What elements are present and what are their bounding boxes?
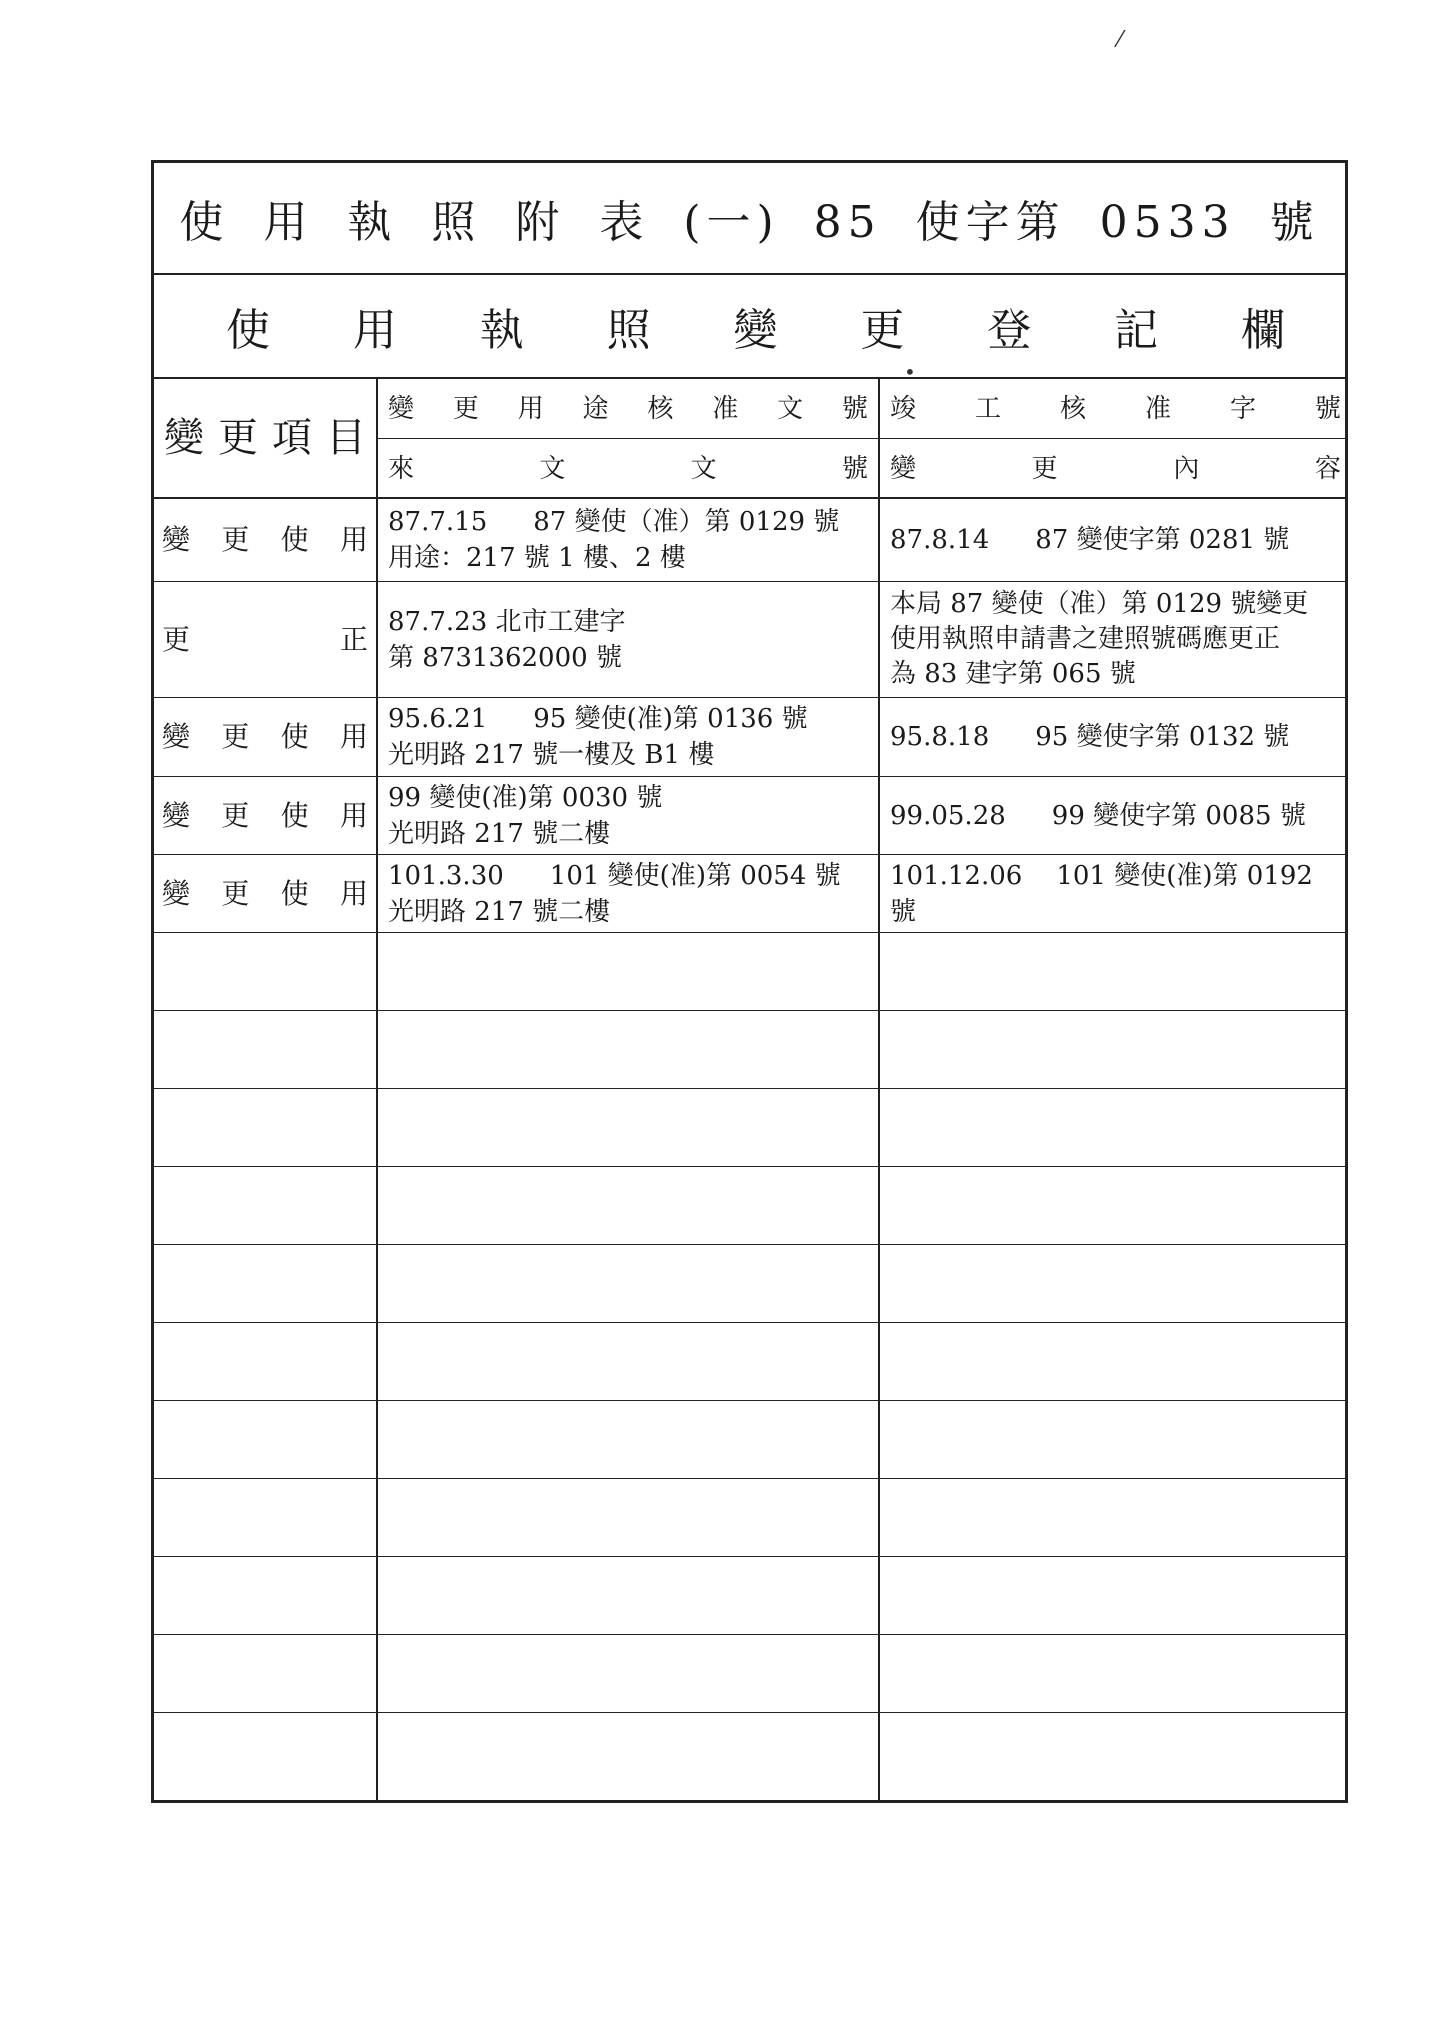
approval-date: 95.6.21 bbox=[388, 704, 488, 734]
header-char: 文 bbox=[690, 453, 717, 484]
row-divider bbox=[154, 1244, 1345, 1245]
header-char: 目 bbox=[326, 415, 366, 461]
item-char: 使 bbox=[280, 876, 309, 910]
table-row-approval bbox=[378, 855, 878, 932]
section-title-char: 用 bbox=[352, 305, 397, 356]
header-char: 容 bbox=[1314, 453, 1341, 484]
ink-dot-mark: • bbox=[904, 360, 916, 384]
header-char: 更 bbox=[452, 393, 479, 424]
row-divider bbox=[154, 1556, 1345, 1557]
approval-note: 光明路 217 號一樓及 B1 樓 bbox=[388, 740, 715, 770]
scan-mark: ⁄ bbox=[1118, 28, 1122, 53]
approval-number: 101 變使(准)第 0054 號 bbox=[549, 860, 841, 891]
header-char: 准 bbox=[712, 393, 739, 424]
header-char: 變 bbox=[388, 393, 415, 424]
table-row-approval bbox=[378, 698, 878, 776]
table-row-item bbox=[154, 582, 376, 697]
approval-date: 87.7.15 bbox=[388, 506, 488, 537]
section-title-char: 欄 bbox=[1241, 305, 1285, 356]
completion-number: 101 變使(准)第 0192 號 bbox=[890, 860, 1313, 927]
header-char: 更 bbox=[1031, 453, 1058, 484]
header-char: 號 bbox=[1314, 393, 1341, 424]
item-char: 使 bbox=[280, 798, 309, 832]
header-char: 變 bbox=[164, 415, 204, 461]
completion-date: 95.8.18 bbox=[890, 722, 990, 752]
completion-number: 99 變使字第 0085 號 bbox=[1051, 800, 1306, 831]
change-content-line: 使用執照申請書之建照號碼應更正 bbox=[890, 624, 1281, 654]
header-char: 號 bbox=[841, 393, 868, 424]
row-divider bbox=[154, 1166, 1345, 1167]
approval-note: 光明路 217 號二樓 bbox=[388, 896, 611, 927]
header-char: 來 bbox=[388, 453, 415, 484]
row-divider bbox=[154, 932, 1345, 933]
item-char: 變 bbox=[162, 522, 191, 556]
section-title-char: 更 bbox=[860, 305, 905, 356]
table-row-completion bbox=[880, 777, 1351, 854]
item-char: 更 bbox=[162, 622, 191, 656]
header-char: 准 bbox=[1144, 393, 1171, 424]
table-row-completion bbox=[880, 498, 1351, 581]
item-char: 用 bbox=[339, 876, 368, 910]
section-title-char: 變 bbox=[733, 305, 778, 356]
header-char: 工 bbox=[974, 393, 1001, 424]
header-char: 內 bbox=[1173, 453, 1200, 484]
change-content-line: 本局 87 變使（准）第 0129 號變更 bbox=[890, 589, 1309, 619]
item-char: 更 bbox=[221, 720, 250, 753]
section-title-char: 使 bbox=[226, 305, 270, 356]
header-change-item bbox=[154, 379, 376, 497]
section-title-char: 登 bbox=[987, 305, 1032, 356]
header-char: 號 bbox=[841, 453, 868, 484]
row-divider bbox=[154, 1634, 1345, 1635]
approval-date: 101.3.30 bbox=[388, 860, 504, 891]
section-title-char: 執 bbox=[479, 305, 524, 356]
item-char: 更 bbox=[221, 876, 250, 910]
row-divider bbox=[154, 1088, 1345, 1089]
item-char: 用 bbox=[339, 522, 368, 556]
approval-note: 光明路 217 號二樓 bbox=[388, 818, 611, 849]
header-change-content bbox=[880, 439, 1351, 498]
item-char: 使 bbox=[280, 720, 309, 753]
row-divider bbox=[154, 1478, 1345, 1479]
header-approval-number bbox=[378, 379, 878, 438]
header-char: 更 bbox=[218, 415, 258, 461]
section-title-char: 照 bbox=[606, 305, 651, 356]
item-char: 用 bbox=[339, 798, 368, 832]
section-title-char: 記 bbox=[1114, 305, 1159, 356]
header-char: 文 bbox=[777, 393, 804, 424]
document-title-text: 使 用 執 照 附 表 (一) 85 使字第 0533 號 bbox=[179, 197, 1320, 248]
item-char: 使 bbox=[280, 522, 309, 556]
item-char: 變 bbox=[162, 798, 191, 832]
approval-number: 95 變使(准)第 0136 號 bbox=[533, 704, 808, 734]
table-row-item bbox=[154, 698, 376, 776]
table-row-completion bbox=[880, 855, 1351, 932]
completion-date: 101.12.06 bbox=[890, 860, 1023, 891]
header-char: 途 bbox=[582, 393, 609, 424]
header-char: 竣 bbox=[890, 393, 917, 424]
approval-number: 87.7.23 北市工建字 bbox=[388, 606, 626, 637]
table-row-approval bbox=[378, 498, 878, 581]
approval-number: 87 變使（准）第 0129 號 bbox=[533, 506, 840, 537]
header-char: 項 bbox=[272, 415, 312, 461]
item-char: 更 bbox=[221, 522, 250, 556]
table-row-completion bbox=[880, 582, 1351, 697]
header-char: 核 bbox=[1059, 393, 1086, 424]
item-char: 變 bbox=[162, 876, 191, 910]
header-char: 變 bbox=[890, 453, 917, 484]
approval-number: 第 8731362000 號 bbox=[388, 642, 622, 673]
header-incoming-number bbox=[378, 439, 878, 498]
completion-date: 87.8.14 bbox=[890, 524, 990, 555]
header-char: 文 bbox=[539, 453, 566, 484]
item-char: 正 bbox=[339, 622, 368, 656]
header-completion-number bbox=[880, 379, 1351, 438]
table-row-approval bbox=[378, 582, 878, 697]
license-appendix-table bbox=[151, 160, 1348, 1803]
row-divider bbox=[154, 1712, 1345, 1713]
row-divider bbox=[154, 1010, 1345, 1011]
table-row-completion bbox=[880, 698, 1351, 776]
completion-number: 87 變使字第 0281 號 bbox=[1035, 524, 1290, 555]
header-char: 用 bbox=[517, 393, 544, 424]
header-char: 核 bbox=[647, 393, 674, 424]
completion-number: 95 變使字第 0132 號 bbox=[1035, 722, 1290, 752]
table-row-item bbox=[154, 498, 376, 581]
header-char: 字 bbox=[1229, 393, 1256, 424]
approval-note: 用途：217 號 1 樓、2 樓 bbox=[388, 542, 686, 573]
completion-date: 99.05.28 bbox=[890, 800, 1006, 831]
row-divider bbox=[154, 1400, 1345, 1401]
section-title bbox=[154, 275, 1345, 379]
item-char: 用 bbox=[339, 720, 368, 753]
table-row-approval bbox=[378, 777, 878, 854]
table-row-item bbox=[154, 777, 376, 854]
item-char: 變 bbox=[162, 720, 191, 753]
change-content-line: 為 83 建字第 065 號 bbox=[890, 659, 1136, 689]
approval-number: 99 變使(准)第 0030 號 bbox=[388, 782, 663, 813]
row-divider bbox=[154, 1322, 1345, 1323]
item-char: 更 bbox=[221, 798, 250, 832]
table-row-item bbox=[154, 855, 376, 932]
document-title bbox=[154, 163, 1345, 275]
